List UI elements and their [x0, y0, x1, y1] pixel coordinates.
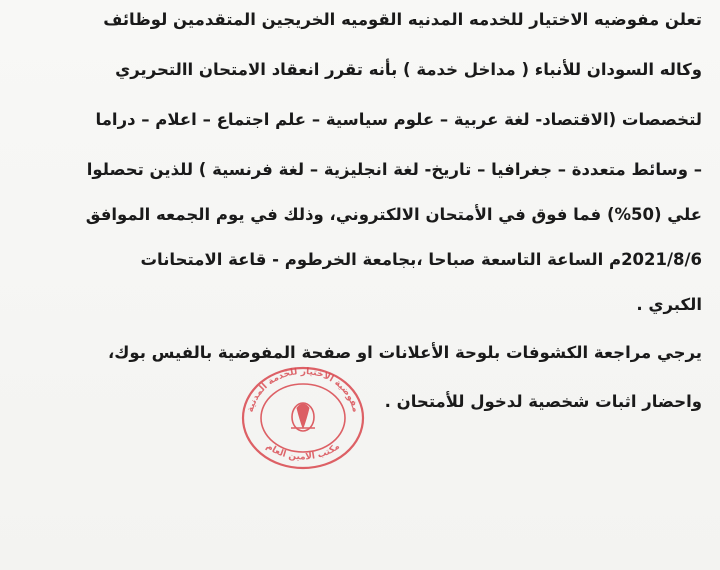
text-line-1: تعلن مفوضيه الاختيار للخدمه المدنيه القوميه الخريجين المتقدمين لوظائف — [103, 10, 702, 29]
official-stamp-icon — [238, 362, 368, 472]
text-line-8: يرجي مراجعة الكشوفات بلوحة الأعلانات او صفحة المفوضية بالفيس بوك، — [107, 343, 702, 362]
text-line-3: لتخصصات (الاقتصاد- لغة عربية – علوم سياسية – علم اجتماع – اعلام – دراما — [95, 110, 702, 129]
stamp-outer-text: مفوضية الاختيار للخدمة المدنية — [245, 366, 361, 414]
stamp-bottom-text: مكتب الامين العام — [264, 441, 342, 463]
text-line-6: 2021/8/6م الساعة التاسعة صباحا ،بجامعة الخرطوم - قاعة الامتحانات — [140, 250, 702, 269]
text-line-9: واحضار اثبات شخصية لدخول للأمتحان . — [384, 392, 702, 411]
text-line-2: وكاله السودان للأنباء ( مداخل خدمة ) بأنه تقرر انعقاد الامتحان االتحريري — [115, 60, 702, 79]
text-line-5: علي (50%) فما فوق في الأمتحان الالكتروني، وذلك في يوم الجمعه الموافق — [85, 205, 702, 224]
text-line-7: الكبري . — [636, 295, 702, 314]
text-line-4: – وسائط متعددة – جغرافيا – تاريخ- لغة انجليزية – لغة فرنسية ) للذين تحصلوا — [86, 160, 702, 179]
